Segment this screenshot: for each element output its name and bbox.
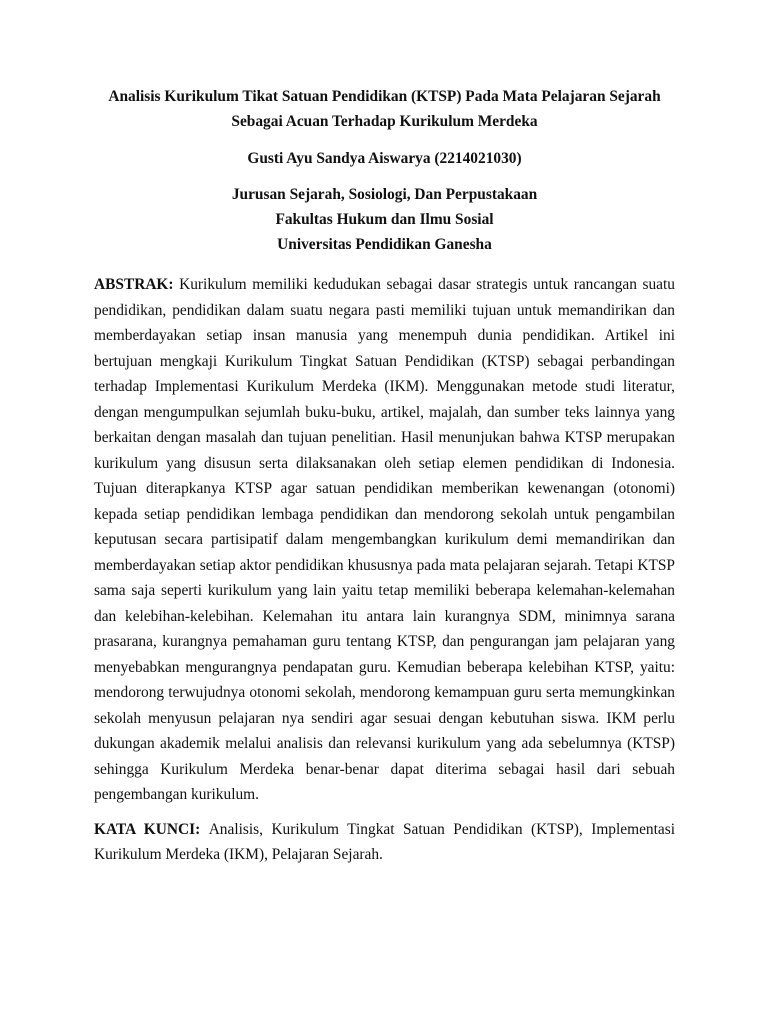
keywords-label: KATA KUNCI: — [94, 820, 209, 838]
affiliation-university: Universitas Pendidikan Ganesha — [277, 236, 492, 253]
paper-title — [94, 84, 675, 134]
abstract-label: ABSTRAK: — [94, 276, 180, 293]
paper-page — [94, 84, 675, 868]
keywords-paragraph — [94, 817, 675, 868]
affiliation-faculty: Fakultas Hukum dan Ilmu Sosial — [275, 211, 494, 228]
keywords-text: Analisis, Kurikulum Tingkat Satuan Pendidikan (KTSP), Implementasi Kurikulum Merdeka (IKM), Pelajaran Sejarah. — [94, 820, 675, 863]
abstract-paragraph — [94, 272, 675, 808]
abstract-text: Kurikulum memiliki kedudukan sebagai dasar strategis untuk rancangan suatu pendidikan, pendidikan dalam suatu negara pasti memiliki tujuan untuk memandirikan dan memberdayakan setiap insan manusia yang menempuh dunia pendidikan. Artikel ini bertujuan mengkaji Kurikulum Tingkat Satuan Pendidikan (KTSP) sebagai perbandingan terhadap Implementasi Kurikulum Merdeka (IKM). Menggunakan metode studi literatur, dengan mengumpulkan sejumlah buku-buku, artikel, majalah, dan sumber teks lainnya yang berkaitan dengan masalah dan tujuan penelitian. Hasil menunjukan bahwa KTSP merupakan kurikulum yang disusun serta dilaksanakan oleh setiap elemen pendidikan di Indonesia. Tujuan diterapkanya KTSP agar satuan pendidikan memberikan kewenangan (otonomi) kepada setiap pendidikan lembaga pendidikan dan mendorong sekolah untuk pengambilan keputusan secara partisipatif dalam mengembangkan kurikulum demi memandirikan dan memberdayakan setiap aktor pendidikan khususnya pada mata pelajaran sejarah. Tetapi KTSP sama saja seperti kurikulum yang lain yaitu tetap memiliki beberapa kelemahan-kelemahan dan kelebihan-kelebihan. Kelemahan itu antara lain kurangnya SDM, minimnya sarana prasarana, kurangnya pemahaman guru tentang KTSP, dan pengurangan jam pelajaran yang menyebabkan mengurangnya pendapatan guru. Kemudian beberapa kelebihan KTSP, yaitu: mendorong terwujudnya otonomi sekolah, mendorong kemampuan guru serta memungkinkan sekolah menyusun pelajaran nya sendiri agar sesuai dengan kebutuhan siswa. IKM perlu dukungan akademik melalui analisis dan relevansi kurikulum yang ada sebelumnya (KTSP) sehingga Kurikulum Merdeka benar-benar dapat diterima sebagai hasil dari sebuah pengembangan kurikulum. — [94, 276, 675, 803]
title-line-2: Sebagai Acuan Terhadap Kurikulum Merdeka — [231, 113, 538, 130]
affiliation-department: Jurusan Sejarah, Sosiologi, Dan Perpustakaan — [231, 186, 538, 203]
title-line-1: Analisis Kurikulum Tikat Satuan Pendidikan (KTSP) Pada Mata Pelajaran Sejarah — [108, 88, 661, 105]
author-name: Gusti Ayu Sandya Aiswarya (2214021030) — [247, 150, 522, 167]
affiliation-block — [94, 182, 675, 257]
